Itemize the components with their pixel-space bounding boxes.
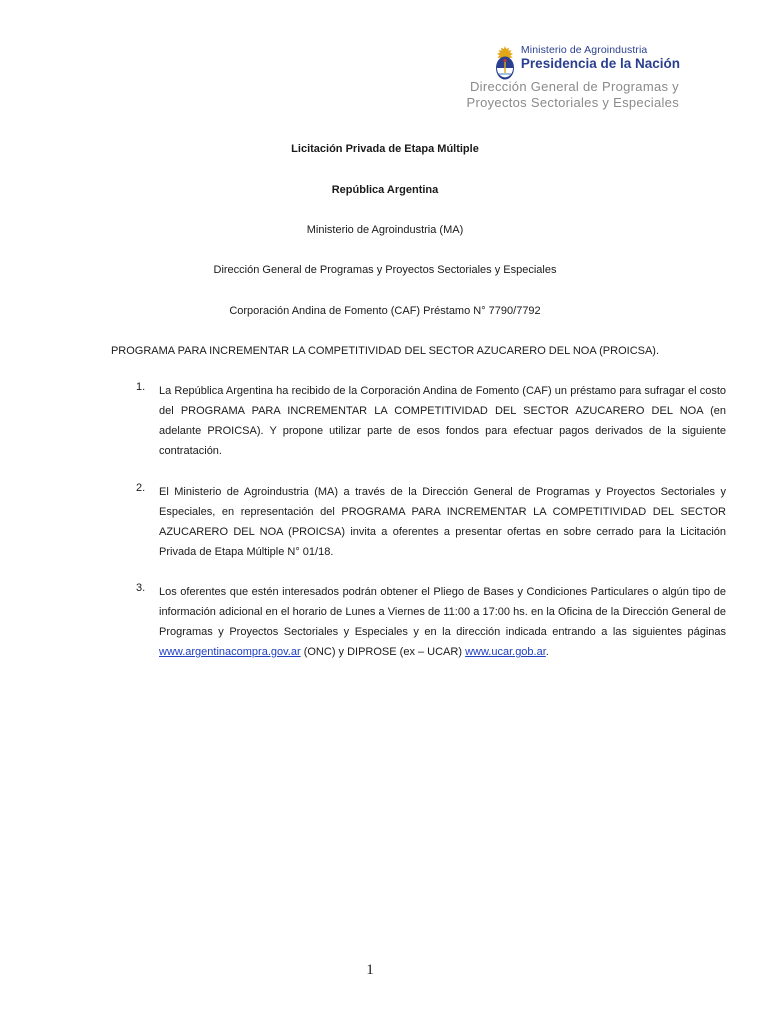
logo-presidency-text: Presidencia de la Nación: [520, 56, 680, 71]
country-title: República Argentina: [331, 184, 439, 196]
page-number: 1: [366, 962, 374, 978]
paragraph-number: 2.: [136, 482, 146, 494]
paragraph-text-start: Los oferentes que estén interesados podrán obtener el Pliego de Bases y Condiciones Particulares o algún tipo de información adicional en el horario de Lunes a Viernes de 11:00 a 17:00 hs. en la Oficina de la Dirección General de Programas y Proyectos Sectoriales y Especiales y en la dirección indicada entrando a las siguientes páginas: [159, 586, 726, 638]
directorate-line-1: Dirección General de Programas y: [469, 79, 679, 94]
paragraph-text: [159, 582, 726, 662]
argentinacompra-link[interactable]: www.argentinacompra.gov.ar: [159, 646, 301, 658]
program-title: PROGRAMA PARA INCREMENTAR LA COMPETITIVIDAD DEL SECTOR AZUCARERO DEL NOA (PROICSA).: [110, 345, 660, 357]
logo-ministry-text: Ministerio de Agroindustria: [520, 44, 648, 56]
paragraph-number: 3.: [136, 582, 146, 594]
paragraph-text-end: .: [545, 646, 549, 658]
tender-title: Licitación Privada de Etapa Múltiple: [291, 143, 479, 155]
directorate-header: [466, 79, 679, 111]
paragraph-number: 1.: [136, 381, 146, 393]
ministry-logo: [493, 44, 680, 81]
paragraph-text-middle: (ONC) y DIPROSE (ex – UCAR): [300, 646, 466, 658]
ministry-title: Ministerio de Agroindustria (MA): [306, 224, 464, 236]
paragraph-text: La República Argentina ha recibido de la Corporación Andina de Fomento (CAF) un préstamo para sufragar el costo del PROGRAMA PARA INCREMENTAR LA COMPETITIVIDAD DEL SECTOR AZUCARERO DEL NOA (en adelante PROICSA). Y propone utilizar parte de esos fondos para efectuar pagos derivados de la siguiente contratación.: [159, 385, 726, 457]
directorate-line-2: Proyectos Sectoriales y Especiales: [466, 95, 679, 110]
loan-title: Corporación Andina de Fomento (CAF) Préstamo N° 7790/7792: [229, 305, 541, 317]
paragraph-1: [136, 381, 726, 461]
paragraph-3: [136, 582, 726, 662]
argentina-seal-icon: [493, 45, 517, 81]
paragraph-2: [136, 482, 726, 562]
paragraph-text: El Ministerio de Agroindustria (MA) a través de la Dirección General de Programas y Proyectos Sectoriales y Especiales, en representación del PROGRAMA PARA INCREMENTAR LA COMPETITIVIDAD DEL SECTOR AZUCARERO DEL NOA (PROICSA) invita a oferentes a presentar ofertas en sobre cerrado para la Licitación Privada de Etapa Múltiple N° 01/18.: [159, 486, 726, 558]
directorate-title: Dirección General de Programas y Proyectos Sectoriales y Especiales: [213, 264, 557, 276]
ucar-link[interactable]: www.ucar.gob.ar: [465, 646, 546, 658]
